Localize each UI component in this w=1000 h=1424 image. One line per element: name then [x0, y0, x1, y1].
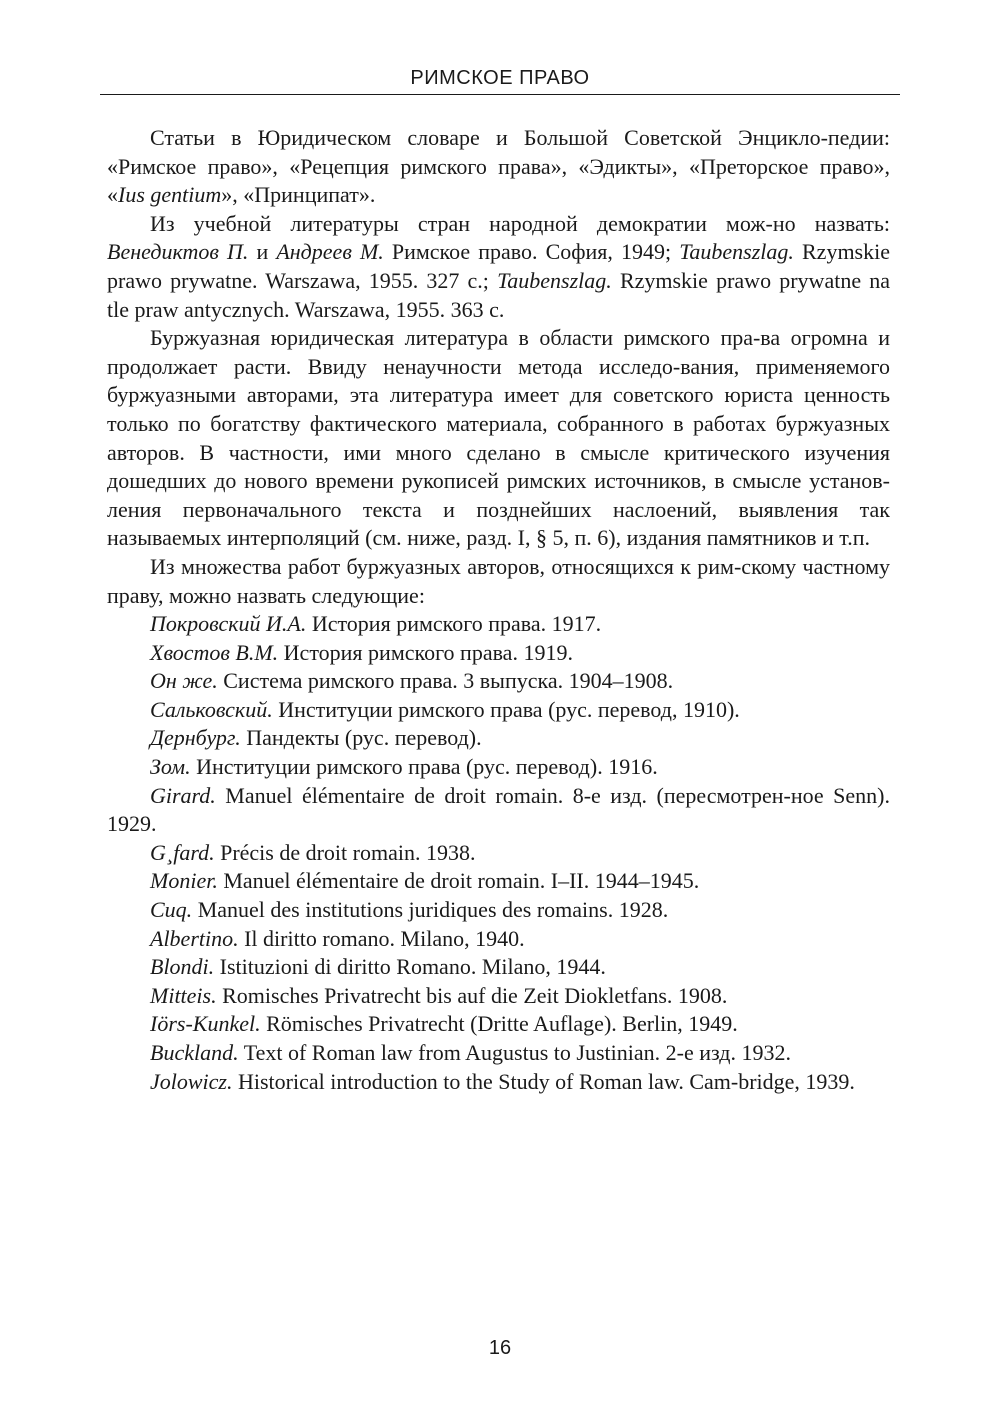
reference-author: Сальковский.: [150, 696, 273, 722]
reference-title: Manuel des institutions juridiques des romains. 1928.: [192, 897, 669, 923]
reference-title: Text of Roman law from Augustus to Justinian. 2-е изд. 1932.: [238, 1040, 791, 1065]
reference-title: Römisches Privatrecht (Dritte Auflage). Berlin, 1949.: [260, 1011, 738, 1037]
reference-title: История римского права. 1917.: [306, 611, 602, 637]
reference-item: [107, 1068, 890, 1097]
paragraph-text: Статьи в Юридическом словаре и Большой Советской Энцикло-педии: «Римское право», «Рецепция римского права», «Эдикты», «Преторское право», «: [107, 125, 890, 208]
reference-author: Хвостов В.М.: [150, 639, 279, 665]
reference-author: Mitteis.: [150, 982, 217, 1008]
reference-author: Buckland.: [150, 1040, 239, 1065]
reference-item: [107, 1039, 890, 1068]
page-number: 16: [488, 1337, 512, 1359]
reference-title: Пандекты (рус. перевод).: [240, 725, 482, 751]
reference-item: [107, 982, 890, 1011]
reference-author: Cuq.: [150, 897, 193, 923]
reference-title: История римского права. 1919.: [278, 639, 573, 665]
reference-author: Jolowicz.: [150, 1068, 233, 1094]
reference-title: Система римского права. 3 выпуска. 1904–1908.: [217, 668, 674, 694]
paragraph-list-intro: Из множества работ буржуазных авторов, относящихся к рим-скому частному праву, можно назвать следующие:: [107, 553, 890, 608]
reference-author: Покровский И.А.: [150, 611, 307, 637]
reference-author: Girard.: [150, 782, 216, 808]
author-name: Taubenszlag.: [497, 267, 612, 293]
paragraph-text: Rzymskie prawo prywatne na tle praw antycznych. Warszawa, 1955. 363 с.: [107, 267, 890, 322]
reference-author: Monier.: [150, 868, 218, 894]
reference-item: [107, 953, 890, 982]
reference-title: Historical introduction to the Study of Roman law. Cam-bridge, 1939.: [232, 1068, 855, 1094]
italic-term: Ius gentium: [118, 182, 222, 208]
reference-item: [107, 925, 890, 954]
reference-title: Il diritto romano. Milano, 1940.: [238, 925, 525, 951]
paragraph-bourgeois-literature: Буржуазная юридическая литература в области римского пра-ва огромна и продолжает расти. Ввиду ненаучности метода исследо-вания, применяемого буржуазными авторами, эта литература имеет для советского юриста ценность только по богатству фактического материала, собранного в работах буржуазных авторов. В частности, ими много сделано в смысле критического изучения дошедших до нового времени рукописей римских источников, в смысле установ-ления первоначального текста и позднейших наслоений, выявления так называемых интерполяций (см. ниже, разд. I, § 5, п. 6), издания памятников и т.п.: [107, 325, 890, 551]
reference-author: Дернбург.: [150, 725, 241, 751]
reference-title: Précis de droit romain. 1938.: [214, 839, 476, 865]
paragraph-encyclopedia-articles: [107, 124, 890, 210]
reference-author: Albertino.: [150, 925, 239, 951]
running-head-title: РИМСКОЕ ПРАВО: [410, 67, 590, 89]
page-body: [107, 124, 890, 1096]
reference-author: Blondi.: [150, 954, 215, 980]
reference-item: [107, 896, 890, 925]
reference-item: [107, 724, 890, 753]
reference-item: [107, 1010, 890, 1039]
reference-author: Он же.: [150, 668, 218, 694]
paragraph-text: Римское право. София, 1949;: [383, 239, 680, 265]
reference-item: [107, 839, 890, 868]
reference-title: Manuel élémentaire de droit romain. 8-е изд. (пересмотрен-ное Senn). 1929.: [107, 782, 890, 837]
author-name: Андреев М.: [276, 239, 384, 265]
author-name: Венедиктов П.: [107, 239, 249, 265]
paragraph-text: Rzymskie prawo prywatne. Warszawa, 1955. 327 с.;: [107, 239, 890, 293]
reference-title: Romisches Privatrecht bis auf die Zeit Diokletfans. 1908.: [216, 982, 728, 1008]
reference-item: [107, 610, 890, 639]
reference-title: Manuel élémentaire de droit romain. I–II. 1944–1945.: [217, 868, 700, 894]
reference-title: Istituzioni di diritto Romano. Milano, 1944.: [214, 954, 606, 980]
reference-item: [107, 867, 890, 896]
reference-author: Зом.: [150, 754, 191, 780]
paragraph-text: Из учебной литературы стран народной демократии мож-но назвать:: [150, 210, 890, 236]
author-name: Taubenszlag.: [679, 239, 794, 265]
reference-author: G¸fard.: [150, 839, 215, 865]
paragraph-text: », «Принципат».: [221, 182, 376, 208]
reference-item: [107, 667, 890, 696]
paragraph-textbooks: [107, 210, 890, 324]
reference-item: [107, 782, 890, 839]
reference-item: [107, 696, 890, 725]
reference-author: Iörs-Kunkel.: [150, 1011, 261, 1037]
header-rule: [100, 94, 900, 95]
reference-title: Институции римского права (рус. перевод). 1916.: [190, 754, 658, 780]
reference-title: Институции римского права (рус. перевод, 1910).: [272, 696, 740, 722]
reference-item: [107, 639, 890, 668]
reference-item: [107, 753, 890, 782]
paragraph-text: и: [248, 239, 277, 265]
